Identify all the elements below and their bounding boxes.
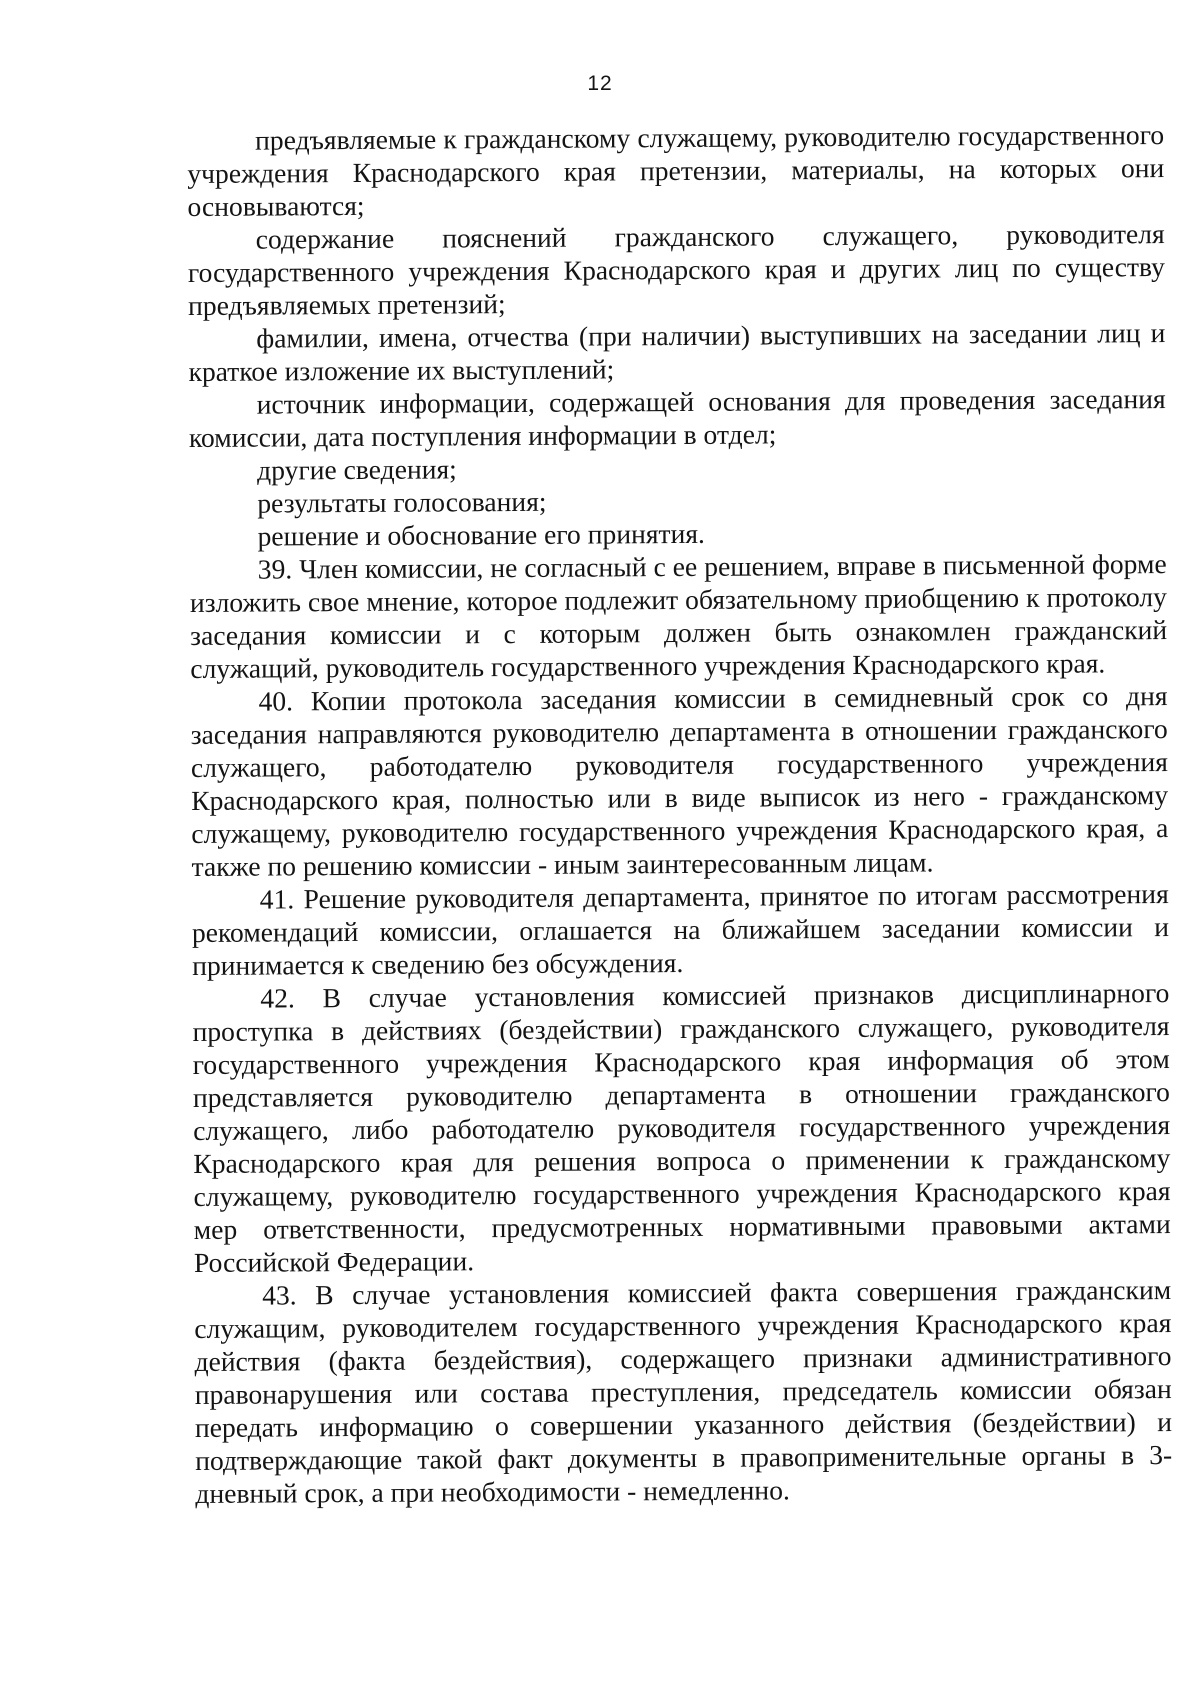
paragraph-40: 40. Копии протокола заседания комиссии в семидневный срок со дня заседания направляются руководителю департамента в отношении гражданского служащего, работодателю руководителя государственного учреждения Краснодарского края, полностью или в виде выписок из него - гражданскому служащему, руководителю государственного учреждения Краснодарского края, а также по решению комиссии - иным заинтересованным лицам. (190, 680, 1169, 882)
paragraph-43: 43. В случае установления комиссией факта совершения гражданским служащим, руководителем государственного учреждения Краснодарского края действия (факта бездействия), содержащего признаки административного правонарушения или состава преступления, председатель комиссии обязан передать информацию о совершении указанного действия (бездействии) и подтверждающие такой факт документы в правоприменительные органы в 3-дневный срок, а при необходимости - немедленно. (194, 1274, 1173, 1509)
paragraph-claims: предъявляемые к гражданскому служащему, руководителю государственного учреждения Краснодарского края претензии, материалы, на которых они основываются; (187, 119, 1165, 222)
page-number: 12 (587, 72, 613, 95)
list-item-other-info: другие сведения; (257, 453, 457, 486)
document-body (187, 118, 1172, 1510)
paragraph-42: 42. В случае установления комиссией признаков дисциплинарного проступка в действиях (бездействии) гражданского служащего, руководителя государственного учреждения Краснодарского края информация об этом представляется руководителю департамента в отношении гражданского служащего, либо работодателю руководителя государственного учреждения Краснодарского края для решения вопроса о применении к гражданскому служащему, руководителю государственного учреждения Краснодарского края мер ответственности, предусмотренных нормативными правовыми актами Российской Федерации. (192, 977, 1171, 1278)
paragraph-39: 39. Член комиссии, не согласный с ее решением, вправе в письменной форме изложить свое мнение, которое подлежит обязательному приобщению к протоколу заседания комиссии и с которым должен быть ознакомлен гражданский служащий, руководитель государственного учреждения Краснодарского края. (189, 548, 1168, 684)
paragraph-explanations: содержание пояснений гражданского служащего, руководителя государственного учреждения Краснодарского края и других лиц по существу предъявляемых претензий; (187, 218, 1165, 321)
paragraph-information-source: источник информации, содержащей основания для проведения заседания комиссии, дата поступления информации в отдел; (188, 383, 1166, 453)
list-item-voting-results: результаты голосования; (257, 485, 547, 519)
paragraph-41: 41. Решение руководителя департамента, принятое по итогам рассмотрения рекомендаций комиссии, оглашается на ближайшем заседании комиссии и принимается к сведению без обсуждения. (191, 878, 1170, 981)
list-item-decision: решение и обоснование его принятия. (257, 517, 705, 552)
paragraph-short-items (189, 448, 1167, 553)
paragraph-speakers: фамилии, имена, отчества (при наличии) выступивших на заседании лиц и краткое изложение их выступлений; (188, 317, 1166, 387)
